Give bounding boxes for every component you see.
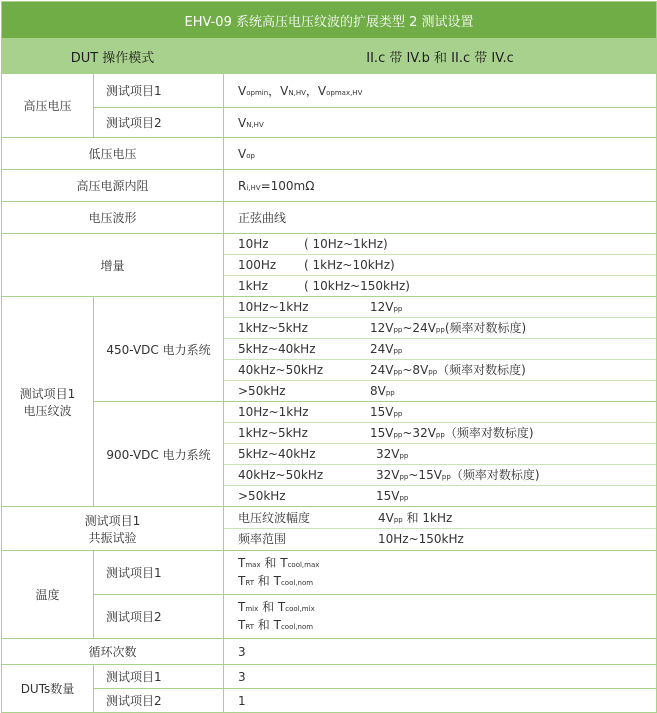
lv-voltage-label: 低压电压	[2, 138, 224, 170]
ripple-row: >50kHz 8Vpp	[238, 384, 395, 398]
resonance-label: 测试项目1 共振试验	[2, 507, 224, 551]
ripple-row: 10Hz~1kHz 12Vpp	[224, 297, 656, 318]
ripple-row: >50kHz 15Vpp	[238, 489, 409, 503]
sys900-values	[224, 402, 657, 507]
temperature-item2-value: Tmix 和 Tcool,mix TRT 和 Tcool,nom	[224, 595, 657, 639]
resonance-row: 频率范围 10Hz~150kHz	[238, 532, 464, 546]
increment-label: 增量	[2, 234, 224, 297]
sys450-label: 450-VDC 电力系统	[94, 297, 224, 402]
duts-item2-value: 1	[224, 689, 657, 713]
table-title: EHV-09 系统高压电压纹波的扩展类型 2 测试设置	[2, 2, 657, 39]
duts-item1-value: 3	[224, 665, 657, 689]
duts-item2-label: 测试项目2	[94, 689, 224, 713]
sys450-values	[224, 297, 657, 402]
duts-label: DUTs数量	[2, 665, 94, 713]
ripple-row: 5kHz~40kHz 32Vpp	[224, 444, 656, 465]
temperature-label: 温度	[2, 551, 94, 639]
sys900-label: 900-VDC 电力系统	[94, 402, 224, 507]
ripple-row: 1kHz~5kHz 15Vpp~32Vpp（频率对数标度)	[224, 423, 656, 444]
hv-voltage-label: 高压电压	[2, 74, 94, 138]
ripple-row: 10Hz~1kHz 15Vpp	[224, 402, 656, 423]
increment-row: 100Hz ( 1kHz~10kHz)	[224, 255, 656, 276]
temperature-item2-label: 测试项目2	[94, 595, 224, 639]
header-dut-mode: DUT 操作模式	[2, 39, 224, 74]
hv-resistance-label: 高压电源内阻	[2, 170, 224, 202]
increment-row: 10Hz ( 10Hz~1kHz)	[224, 234, 656, 255]
hv-voltage-item2-label: 测试项目2	[94, 108, 224, 138]
ripple-row: 1kHz~5kHz 12Vpp~24Vpp(频率对数标度)	[224, 318, 656, 339]
temperature-item1-value: Tmax 和 Tcool,max TRT 和 Tcool,nom	[224, 551, 657, 595]
increment-row: 1kHz ( 10kHz~150kHz)	[238, 279, 410, 293]
hv-voltage-item1-label: 测试项目1	[94, 74, 224, 108]
hv-resistance-value: Ri,HV=100mΩ	[224, 170, 657, 202]
cycles-label: 循环次数	[2, 639, 224, 665]
waveform-label: 电压波形	[2, 202, 224, 234]
resonance-row: 电压纹波幅度 4Vpp 和 1kHz	[224, 508, 656, 529]
header-mode-value: II.c 带 IV.b 和 II.c 带 IV.c	[224, 39, 657, 74]
ripple-row: 40kHz~50kHz 24Vpp~8Vpp（频率对数标度)	[224, 360, 656, 381]
hv-voltage-item2-value: VN,HV	[224, 108, 657, 138]
increment-values	[224, 234, 657, 297]
ripple-label: 测试项目1 电压纹波	[2, 297, 94, 507]
lv-voltage-value: Vop	[224, 138, 657, 170]
hv-voltage-item1-value: Vopmin，VN,HV，Vopmax,HV	[224, 74, 657, 108]
temperature-item1-label: 测试项目1	[94, 551, 224, 595]
ripple-row: 40kHz~50kHz 32Vpp~15Vpp（频率对数标度)	[224, 465, 656, 486]
cycles-value: 3	[224, 639, 657, 665]
duts-item1-label: 测试项目1	[94, 665, 224, 689]
resonance-values	[224, 507, 657, 551]
test-setup-table	[1, 1, 657, 713]
waveform-value: 正弦曲线	[224, 202, 657, 234]
ripple-row: 5kHz~40kHz 24Vpp	[224, 339, 656, 360]
spec-table-container	[1, 1, 656, 708]
